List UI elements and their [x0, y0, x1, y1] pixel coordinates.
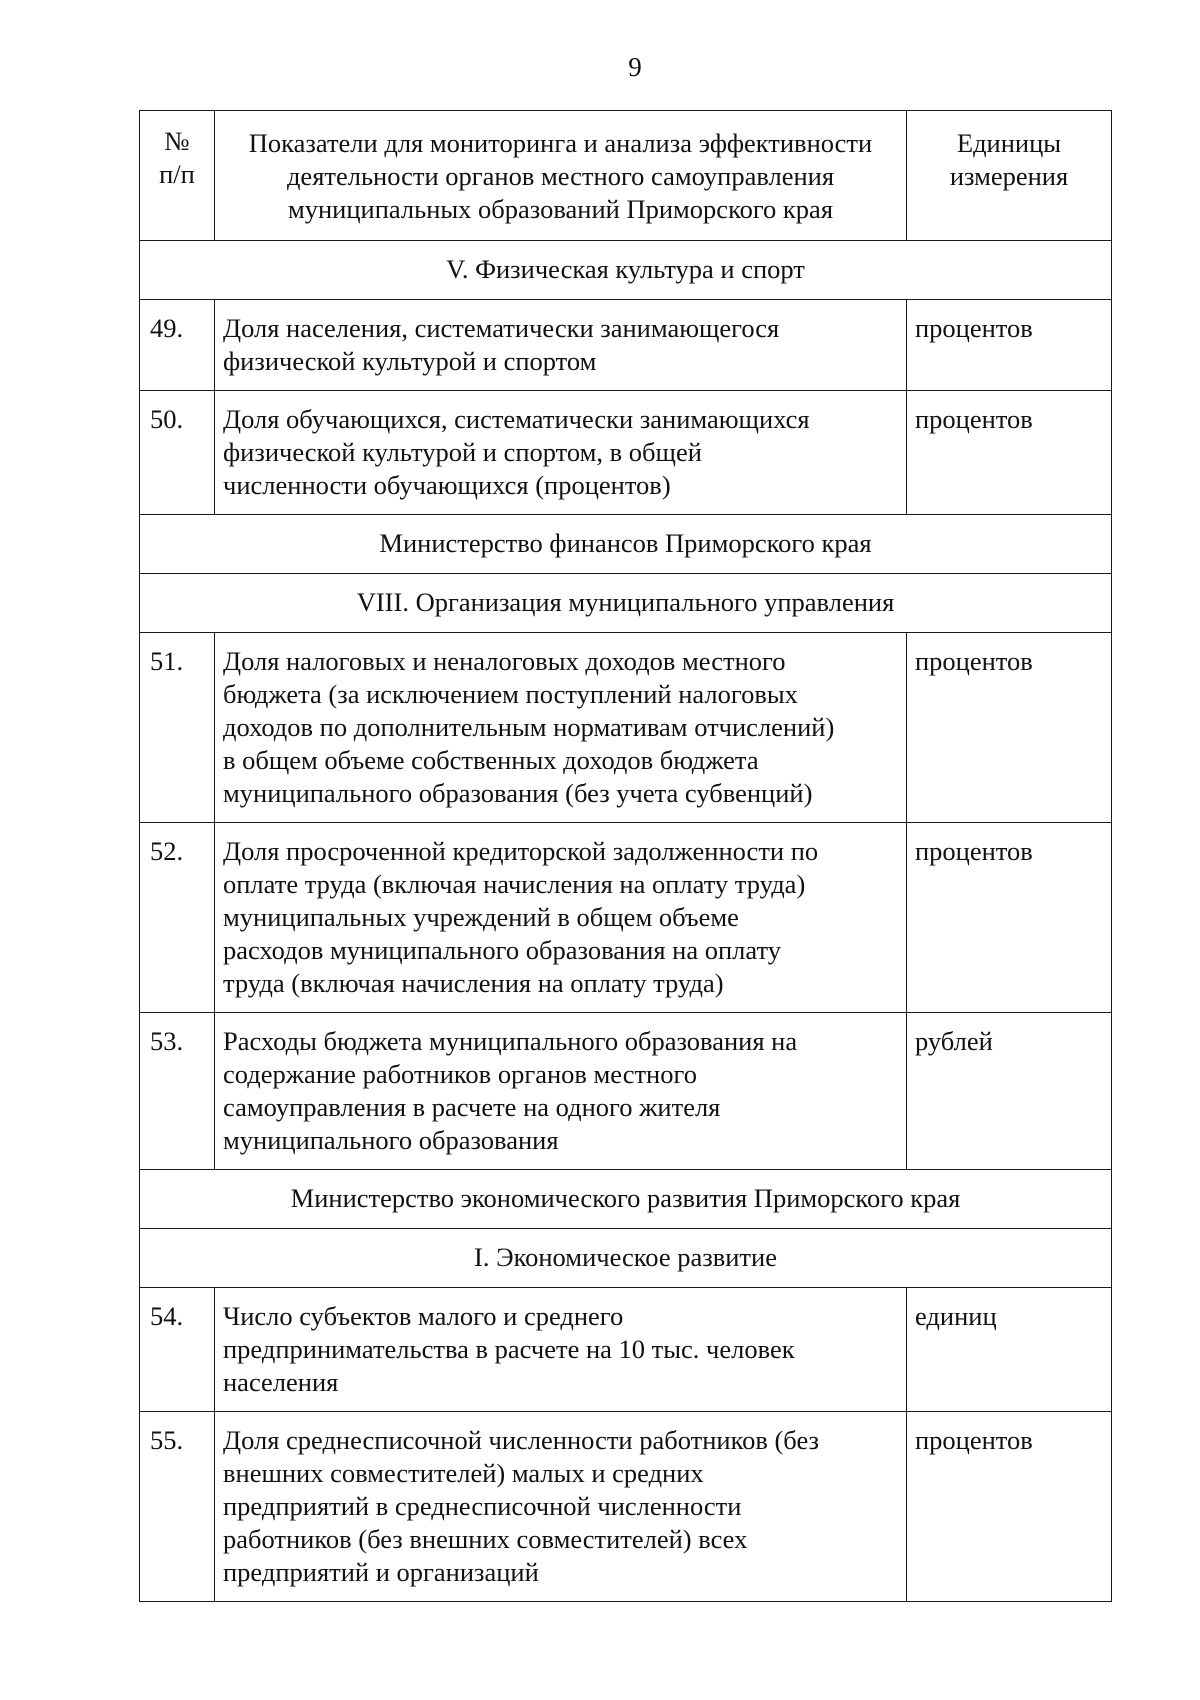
row-indicator: Доля населения, систематически занимающегося физической культурой и спортом: [215, 300, 907, 391]
section-title: I. Экономическое развитие: [140, 1229, 1112, 1288]
section-title: V. Физическая культура и спорт: [140, 241, 1112, 300]
section-row: [140, 1170, 1112, 1229]
row-number: 50.: [140, 391, 215, 515]
row-unit: процентов: [907, 1412, 1112, 1602]
header-number-text: № п/п: [159, 126, 195, 189]
row-unit: процентов: [907, 823, 1112, 1013]
header-indicator: [215, 111, 907, 241]
section-row: [140, 515, 1112, 574]
table-body: [140, 241, 1112, 1602]
row-indicator: Доля обучающихся, систематически занимающихся физической культурой и спортом, в общей численности обучающихся (процентов): [215, 391, 907, 515]
section-title: Министерство финансов Приморского края: [140, 515, 1112, 574]
row-number: 52.: [140, 823, 215, 1013]
table-row: [140, 823, 1112, 1013]
indicators-table: [139, 110, 1112, 1602]
row-indicator: Доля среднесписочной численности работников (без внешних совместителей) малых и средних предприятий в среднесписочной численности работников (без внешних совместителей) всех предприятий и организаций: [215, 1412, 907, 1602]
table-row: [140, 633, 1112, 823]
section-title: Министерство экономического развития Приморского края: [140, 1170, 1112, 1229]
row-indicator: Расходы бюджета муниципального образования на содержание работников органов местного самоуправления в расчете на одного жителя муниципального образования: [215, 1013, 907, 1170]
table-header-row: [140, 111, 1112, 241]
section-title: VIII. Организация муниципального управления: [140, 574, 1112, 633]
table-row: [140, 300, 1112, 391]
page-number: 9: [628, 52, 642, 82]
header-number: [140, 111, 215, 241]
section-row: [140, 241, 1112, 300]
row-unit: рублей: [907, 1013, 1112, 1170]
header-indicator-text: Показатели для мониторинга и анализа эффективности деятельности органов местного самоуправления муниципальных образований Приморского края: [248, 128, 873, 224]
section-row: [140, 574, 1112, 633]
row-indicator: Доля налоговых и неналоговых доходов местного бюджета (за исключением поступлений налоговых доходов по дополнительным нормативам отчислений) в общем объеме собственных доходов бюджета муниципального образования (без учета субвенций): [215, 633, 907, 823]
header-unit: [907, 111, 1112, 241]
row-number: 54.: [140, 1288, 215, 1412]
header-unit-text: Единицы измерения: [949, 128, 1069, 191]
row-indicator: Доля просроченной кредиторской задолженности по оплате труда (включая начисления на оплату труда) муниципальных учреждений в общем объеме расходов муниципального образования на оплату труда (включая начисления на оплату труда): [215, 823, 907, 1013]
table-row: [140, 1288, 1112, 1412]
row-indicator: Число субъектов малого и среднего предпринимательства в расчете на 10 тыс. человек населения: [215, 1288, 907, 1412]
section-row: [140, 1229, 1112, 1288]
row-number: 55.: [140, 1412, 215, 1602]
row-unit: процентов: [907, 391, 1112, 515]
table-row: [140, 1412, 1112, 1602]
row-number: 51.: [140, 633, 215, 823]
table-row: [140, 391, 1112, 515]
row-number: 49.: [140, 300, 215, 391]
row-unit: процентов: [907, 300, 1112, 391]
row-unit: единиц: [907, 1288, 1112, 1412]
row-number: 53.: [140, 1013, 215, 1170]
table-row: [140, 1013, 1112, 1170]
row-unit: процентов: [907, 633, 1112, 823]
